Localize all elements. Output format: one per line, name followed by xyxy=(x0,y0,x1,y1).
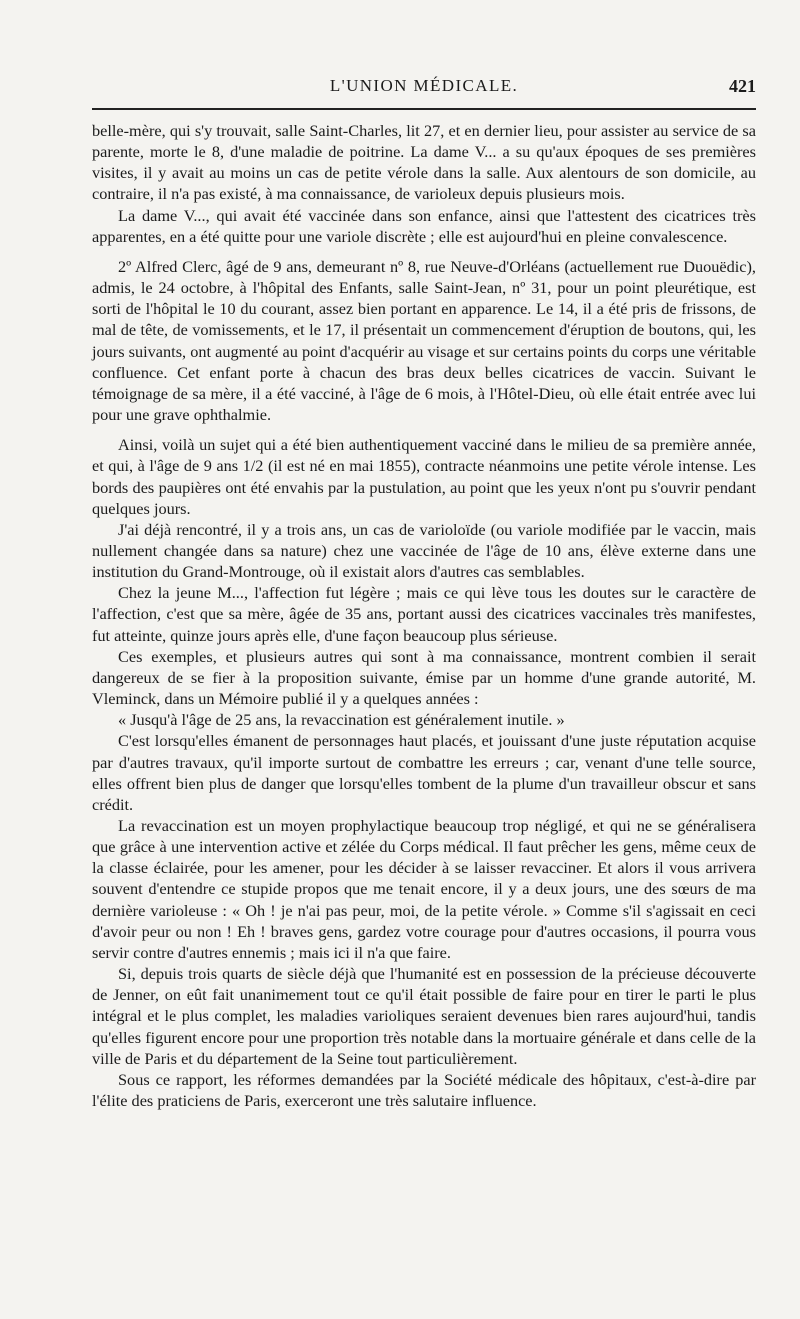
paragraph-case-2: 2º Alfred Clerc, âgé de 9 ans, demeurant nº 8, rue Neuve-d'Orléans (actuellement rue Duouëdic), admis, le 24 octobre, à l'hôpital des Enfants, salle Saint-Jean, nº 31, pour un point pleurétique, est sorti de l'hôpital le 10 du courant, assez bien portant en apparence. Le 14, il a été pris de frissons, de mal de tête, de vomissements, et le 17, il présentait un commencement d'éruption de boutons, qui, les jours suivants, ont augmenté au point d'acquérir au visage et sur certains points du corps une véritable confluence. Cet enfant porte à chacun des bras deux belles cicatrices de vaccin. Suivant le témoignage de sa mère, il a été vacciné, à l'âge de 6 mois, à l'Hôtel-Dieu, où elle était entrée avec lui pour une grave ophthalmie. xyxy=(92,256,756,425)
running-title: L'UNION MÉDICALE. xyxy=(329,76,519,95)
paragraph-exemples: Ces exemples, et plusieurs autres qui sont à ma connaissance, montrent combien il serait dangereux de se fier à la proposition suivante, émise par un homme d'une grande autorité, M. Vleminck, dans un Mémoire publié il y a quelques années : xyxy=(92,646,756,709)
paragraph-continuation: belle-mère, qui s'y trouvait, salle Saint-Charles, lit 27, et en dernier lieu, pour assister au service de sa parente, morte le 8, d'une maladie de poitrine. La dame V... a su qu'aux époques de ses premières visites, il y avait au moins un cas de petite vérole dans la salle. Aux alentours de son domicile, au contraire, il n'a pas existé, à ma connaissance, de varioleux depuis plusieurs mois. xyxy=(92,121,756,204)
paragraph-jenner: Si, depuis trois quarts de siècle déjà que l'humanité est en possession de la précieuse découverte de Jenner, on eût fait unanimement tout ce qu'il était possible de faire pour en tirer le parti le plus intégral et le plus complet, les maladies varioliques seraient devenues bien rares aujourd'hui, tandis qu'elles figurent encore pour une proportion très notable dans la mortuaire générale et dans celle de la ville de Paris et du département de la Seine tout particulièrement. xyxy=(92,964,756,1068)
paragraph-ainsi: Ainsi, voilà un sujet qui a été bien authentiquement vacciné dans le milieu de sa première année, et qui, à l'âge de 9 ans 1/2 (il est né en mai 1855), contracte néanmoins une petite vérole intense. Les bords des paupières ont été envahis par la pustulation, au point que les yeux n'ont pu s'ouvrir pendant quelques jours. xyxy=(92,435,756,518)
header-rule xyxy=(92,108,756,110)
paragraph-quotation: « Jusqu'à l'âge de 25 ans, la revaccination est généralement inutile. » xyxy=(118,710,565,730)
paragraph-revaccination: La revaccination est un moyen prophylactique beaucoup trop négligé, et qui ne se généralisera que grâce à une intervention active et zélée du Corps médical. Il faut prêcher les gens, même ceux de la classe éclairée, pour les amener, pour les décider à se laisser revacciner. Et alors il vous arrivera souvent d'entendre ce stupide propos que me tenait encore, il y a deux jours, une des sœurs de ma dernière varioleuse : « Oh ! je n'ai pas peur, moi, de la petite vérole. » Comme s'il s'agissait en ceci d'avoir peur ou non ! Eh ! braves gens, gardez votre courage pour d'autres occasions, il pourra vous servir contre d'autres ennemis ; mais ici il n'a que faire. xyxy=(92,816,756,962)
paragraph-dame-v: La dame V..., qui avait été vaccinée dans son enfance, ainsi que l'attestent des cicatrices très apparentes, en a été quitte pour une variole discrète ; elle est aujourd'hui en pleine convalescence. xyxy=(92,205,756,246)
paragraph-reformes: Sous ce rapport, les réformes demandées par la Société médicale des hôpitaux, c'est-à-dire par l'élite des praticiens de Paris, exerceront une très salutaire influence. xyxy=(92,1069,756,1111)
running-header xyxy=(92,76,756,102)
paragraph-jeune-m: Chez la jeune M..., l'affection fut légère ; mais ce qui lève tous les doutes sur le caractère de l'affection, c'est que sa mère, âgée de 35 ans, portant aussi des cicatrices vaccinales très manifestes, fut atteinte, quinze jours après elle, d'une façon beaucoup plus sérieuse. xyxy=(92,583,756,645)
body-text xyxy=(92,120,756,1111)
paragraph-erreurs: C'est lorsqu'elles émanent de personnages haut placés, et jouissant d'une juste réputation acquise par d'autres travaux, qu'il importe surtout de combattre les erreurs ; car, venant d'une telle source, elles offrent bien plus de danger que lorsqu'elles tombent de la plume d'un travailleur obscur et sans crédit. xyxy=(92,731,756,814)
paragraph-varioloide: J'ai déjà rencontré, il y a trois ans, un cas de varioloïde (ou variole modifiée par le vaccin, mais nullement changée dans sa nature) chez une vaccinée de l'âge de 10 ans, élève externe dans une institution du Grand-Montrouge, où il existait alors d'autres cas semblables. xyxy=(92,519,756,582)
page-number: 421 xyxy=(729,76,756,96)
